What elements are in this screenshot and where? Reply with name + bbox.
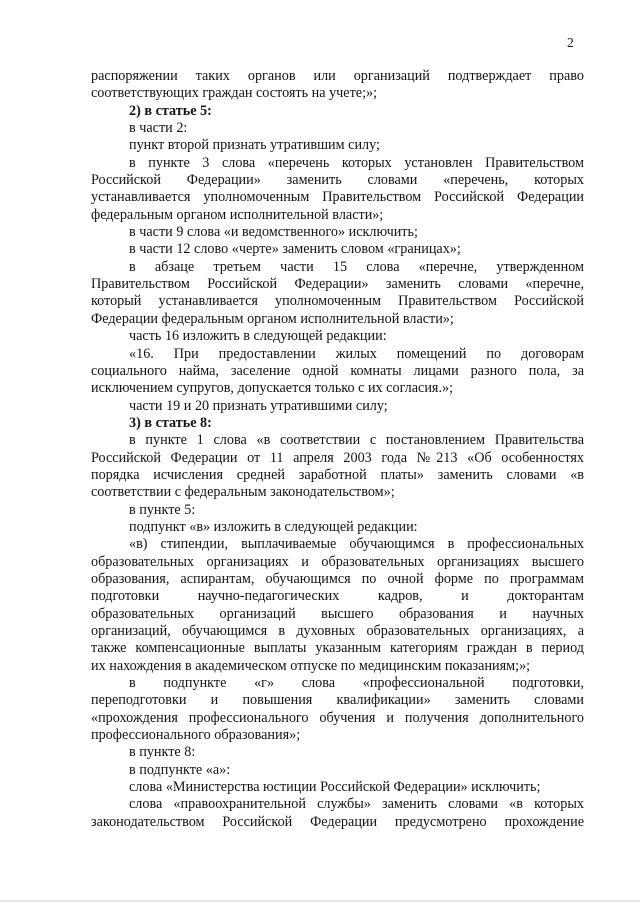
text-line: части 19 и 20 признать утратившими силу; (129, 397, 388, 414)
text-line: в части 9 слова «и ведомственного» исключить; (129, 224, 418, 241)
text-line: подпункт «в» изложить в следующей редакции: (129, 518, 418, 535)
text-line: слова «Министерства юстиции Российской Федерации» исключить; (129, 779, 541, 796)
text-line: переподготовки и повышения квалификации» заменить словами (91, 692, 584, 709)
text-line: в абзаце третьем части 15 слова «перечне, утвержденном (129, 258, 584, 275)
text-line: в подпункте «а»: (129, 761, 231, 778)
section-heading: 3) в статье 8: (129, 414, 212, 431)
text-line: пункт второй признать утратившим силу; (129, 137, 380, 154)
section-heading: 2) в статье 5: (129, 102, 212, 119)
text-line: профессионального образования»; (91, 727, 301, 744)
text-line: часть 16 изложить в следующей редакции: (129, 328, 387, 345)
text-line: распоряжении таких органов или организаций подтверждает право (91, 68, 584, 84)
text-line: образования, аспирантам, обучающимся по очной форме по программам (91, 570, 584, 587)
text-line: исключением супругов, допускается только с их согласия.»; (91, 380, 454, 397)
text-line: порядка исчисления средней заработной платы» заменить словами «в (91, 466, 584, 483)
document-body (91, 68, 584, 831)
text-line: в части 12 слово «черте» заменить словом «границах»; (129, 241, 461, 258)
text-line: «16. При предоставлении жилых помещений по договорам (129, 345, 584, 362)
text-line: в пункте 1 слова «в соответствии с постановлением Правительства (129, 432, 584, 449)
text-line: образовательных организациях и образовательных организациях высшего (91, 553, 584, 570)
text-line: Федерации федеральным органом исполнительной власти»; (91, 310, 454, 327)
text-line: в пункте 8: (129, 744, 196, 761)
text-line: подготовки научно-педагогических кадров, и докторантам (91, 588, 584, 605)
text-line: законодательством Российской Федерации предусмотрено прохождение (91, 813, 584, 830)
text-line: в пункте 5: (129, 501, 196, 518)
text-line: соответствующих граждан состоять на учете;»; (91, 85, 378, 102)
text-line: их нахождения в академическом отпуске по медицинским показаниям;»; (91, 657, 531, 674)
text-line: Правительством Российской Федерации» заменить словами «перечне, (91, 276, 584, 293)
text-line: в части 2: (129, 120, 188, 137)
page-number: 2 (567, 35, 574, 50)
text-line: «в) стипендии, выплачиваемые обучающимся в профессиональных (129, 536, 584, 553)
text-line: организаций, обучающимся в духовных образовательных организациях, а (91, 623, 584, 639)
text-line: Российской Федерации от 11 апреля 2003 года №213 «Об особенностях (91, 449, 584, 466)
text-line: федеральным органом исполнительной власти»; (91, 206, 384, 223)
text-line: социального найма, заселение одной комнаты лицами разного пола, за (91, 362, 584, 379)
text-line: «прохождения профессионального обучения и получения дополнительного (91, 709, 584, 726)
scan-edge-line (0, 900, 640, 902)
text-line: соответствии с федеральным законодательством»; (91, 484, 395, 501)
text-line: Российской Федерации» заменить словами «перечень, которых (91, 172, 584, 189)
text-line: образовательных организаций высшего образования и научных (91, 605, 584, 622)
text-line: который устанавливается уполномоченным Правительством Российской (91, 293, 584, 310)
text-line: в подпункте «г» слова «профессиональной подготовки, (129, 675, 584, 692)
text-line: слова «правоохранительной службы» заменить словами «в которых (129, 796, 584, 813)
text-line: устанавливается уполномоченным Правительством Российской Федерации (91, 189, 584, 206)
text-line: также компенсационные выплаты указанным категориям граждан в период (91, 640, 584, 657)
text-line: в пункте 3 слова «перечень которых установлен Правительством (129, 154, 584, 171)
